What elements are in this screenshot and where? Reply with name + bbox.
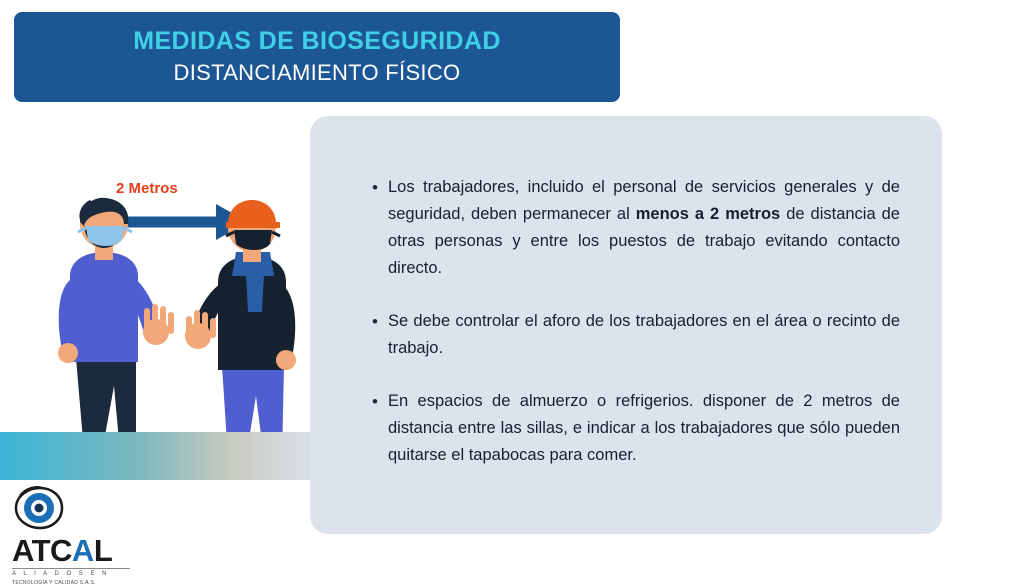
logo-tagline: A L I A D O S E N xyxy=(12,571,110,577)
logo-divider xyxy=(12,568,130,569)
person-left xyxy=(58,198,174,458)
bullet-text-almuerzo: En espacios de almuerzo o refrigerios. disponer de 2 metros de distancia entre las sillas, e indicar a los trabajadores que sólo pueden quitarse el tapabocas para comer. xyxy=(388,392,900,464)
bullet-text-distancia: Los trabajadores, incluido el personal de servicios generales y de seguridad, deben permanecer al menos a 2 metros de distancia de otras personas y entre los puestos de trabajo evitando contacto directo. xyxy=(388,178,900,277)
page-title: MEDIDAS DE BIOSEGURIDAD xyxy=(133,27,501,56)
content-panel xyxy=(310,116,942,534)
page-subtitle: DISTANCIAMIENTO FÍSICO xyxy=(173,59,461,85)
list-item xyxy=(372,388,900,469)
eye-logo-icon xyxy=(12,486,64,530)
distance-label: 2 Metros xyxy=(116,180,178,197)
person-right xyxy=(185,200,296,464)
logo-wordmark: ATCAL xyxy=(12,533,113,568)
atcal-logo xyxy=(12,486,162,586)
logo-subtagline: TECNOLOGÍA Y CALIDAD S.A.S. xyxy=(12,580,96,586)
bullet-dot-icon: • xyxy=(372,178,378,197)
floor-gradient-strip xyxy=(0,432,342,480)
bullet-text-aforo: Se debe controlar el aforo de los trabajadores en el área o recinto de trabajo. xyxy=(388,312,900,357)
bullet-dot-icon: • xyxy=(372,392,378,411)
list-item xyxy=(372,308,900,362)
header-banner xyxy=(14,12,620,102)
bullet-dot-icon: • xyxy=(372,312,378,331)
measures-list xyxy=(372,174,900,495)
list-item xyxy=(372,174,900,282)
